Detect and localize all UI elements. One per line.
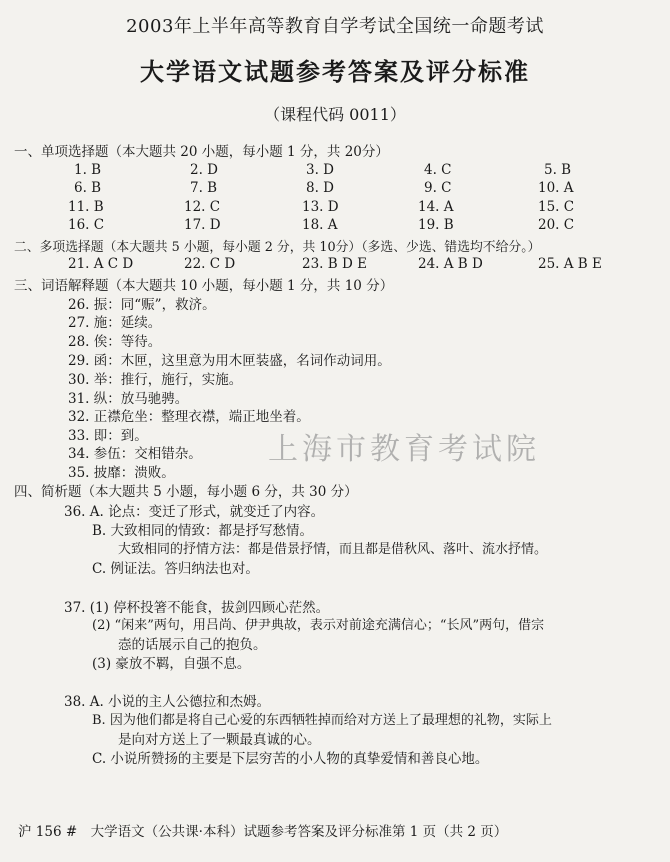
definition-item: 35. 披靡：溃败。: [68, 465, 175, 481]
answer-line: B. 大致相同的情致：都是抒写愁情。: [92, 523, 314, 539]
page-footer: 沪 156 # 大学语文（公共课·本科）试题参考答案及评分标准第 1 页（共 2 页）: [18, 824, 508, 840]
answer-item: 18. A: [302, 217, 338, 233]
answer-item: 11. B: [68, 199, 104, 215]
answer-row: [0, 180, 670, 200]
answer-item: 12. C: [184, 199, 221, 215]
answer-item: 17. D: [184, 217, 221, 233]
answer-item: 20. C: [538, 217, 575, 233]
definition-item: 28. 俟：等待。: [68, 334, 162, 350]
answer-item: 4. C: [424, 162, 452, 178]
answer-item: 19. B: [418, 217, 454, 233]
section-1-title: 一、单项选择题（本大题共 20 小题，每小题 1 分，共 20分）: [14, 144, 389, 160]
definition-item: 27. 施：延续。: [68, 315, 162, 331]
answer-line: 36. A. 论点：变迁了形式，就变迁了内容。: [64, 504, 325, 520]
definition-item: 26. 振：同“赈”，救济。: [68, 297, 216, 313]
answer-item: 6. B: [74, 180, 102, 196]
definition-item: 31. 纵：放马驰骋。: [68, 391, 189, 407]
course-code: （课程代码 0011）: [264, 105, 406, 124]
answer-item: 1. B: [74, 162, 102, 178]
exam-title: 2003年上半年高等教育自学考试全国统一命题考试: [126, 16, 544, 37]
section-3-title: 三、词语解释题（本大题共 10 小题，每小题 1 分，共 10 分）: [14, 278, 394, 294]
definition-item: 29. 函：木匣，这里意为用木匣装盛，名词作动词用。: [68, 353, 391, 369]
definition-item: 34. 参伍：交相错杂。: [68, 446, 202, 462]
answer-line: C. 例证法。答归纳法也对。: [92, 561, 259, 577]
answer-item: 25. A B E: [538, 256, 602, 272]
answer-line: (2) “闲来”两句，用吕尚、伊尹典故，表示对前途充满信心；“长风”两句，借宗: [92, 618, 545, 633]
answer-item: 5. B: [544, 162, 572, 178]
answer-item: 7. B: [190, 180, 218, 196]
answer-item: 8. D: [306, 180, 334, 196]
answer-line: 是向对方送上了一颗最真诚的心。: [118, 732, 321, 748]
answer-item: 9. C: [424, 180, 452, 196]
answer-item: 24. A B D: [418, 256, 483, 272]
answer-item: 14. A: [418, 199, 454, 215]
answer-item: 10. A: [538, 180, 574, 196]
answer-item: 13. D: [302, 199, 339, 215]
answer-line: 大致相同的抒情方法：都是借景抒情，而且都是借秋风、落叶、流水抒情。: [118, 542, 548, 557]
answer-row: [0, 199, 670, 219]
section-4-title: 四、简析题（本大题共 5 小题，每小题 6 分，共 30 分）: [14, 484, 358, 500]
answer-row: [0, 162, 670, 182]
definition-item: 33. 即：到。: [68, 428, 148, 444]
answer-item: 2. D: [190, 162, 218, 178]
answer-item: 22. C D: [184, 256, 236, 272]
answer-line: C. 小说所赞扬的主要是下层穷苦的小人物的真挚爱情和善良心地。: [92, 751, 489, 767]
answer-line: B. 因为他们都是将自己心爱的东西牺牲掉而给对方送上了最理想的礼物，实际上: [92, 713, 552, 728]
watermark: 上海市教育考试院: [268, 432, 540, 467]
definition-item: 30. 举：推行，施行，实施。: [68, 372, 243, 388]
answer-line: 38. A. 小说的主人公德拉和杰姆。: [64, 694, 271, 710]
definition-item: 32. 正襟危坐：整理衣襟，端正地坐着。: [68, 409, 310, 425]
answer-item: 23. B D E: [302, 256, 367, 272]
answer-item: 15. C: [538, 199, 575, 215]
answer-row: [0, 217, 670, 237]
section-2-title: 二、多项选择题（本大题共 5 小题，每小题 2 分，共 10分）（多选、少选、错选均不给分。）: [14, 240, 541, 255]
answer-item: 21. A C D: [68, 256, 134, 272]
answer-line: 37. (1) 停杯投箸不能食，拔剑四顾心茫然。: [64, 600, 330, 616]
answer-line: 悫的话展示自己的抱负。: [118, 637, 267, 653]
answer-item: 3. D: [306, 162, 334, 178]
answer-line: (3) 豪放不羁，自强不息。: [92, 656, 251, 672]
document-title: 大学语文试题参考答案及评分标准: [140, 57, 530, 86]
answer-row: [0, 256, 670, 276]
answer-item: 16. C: [68, 217, 105, 233]
